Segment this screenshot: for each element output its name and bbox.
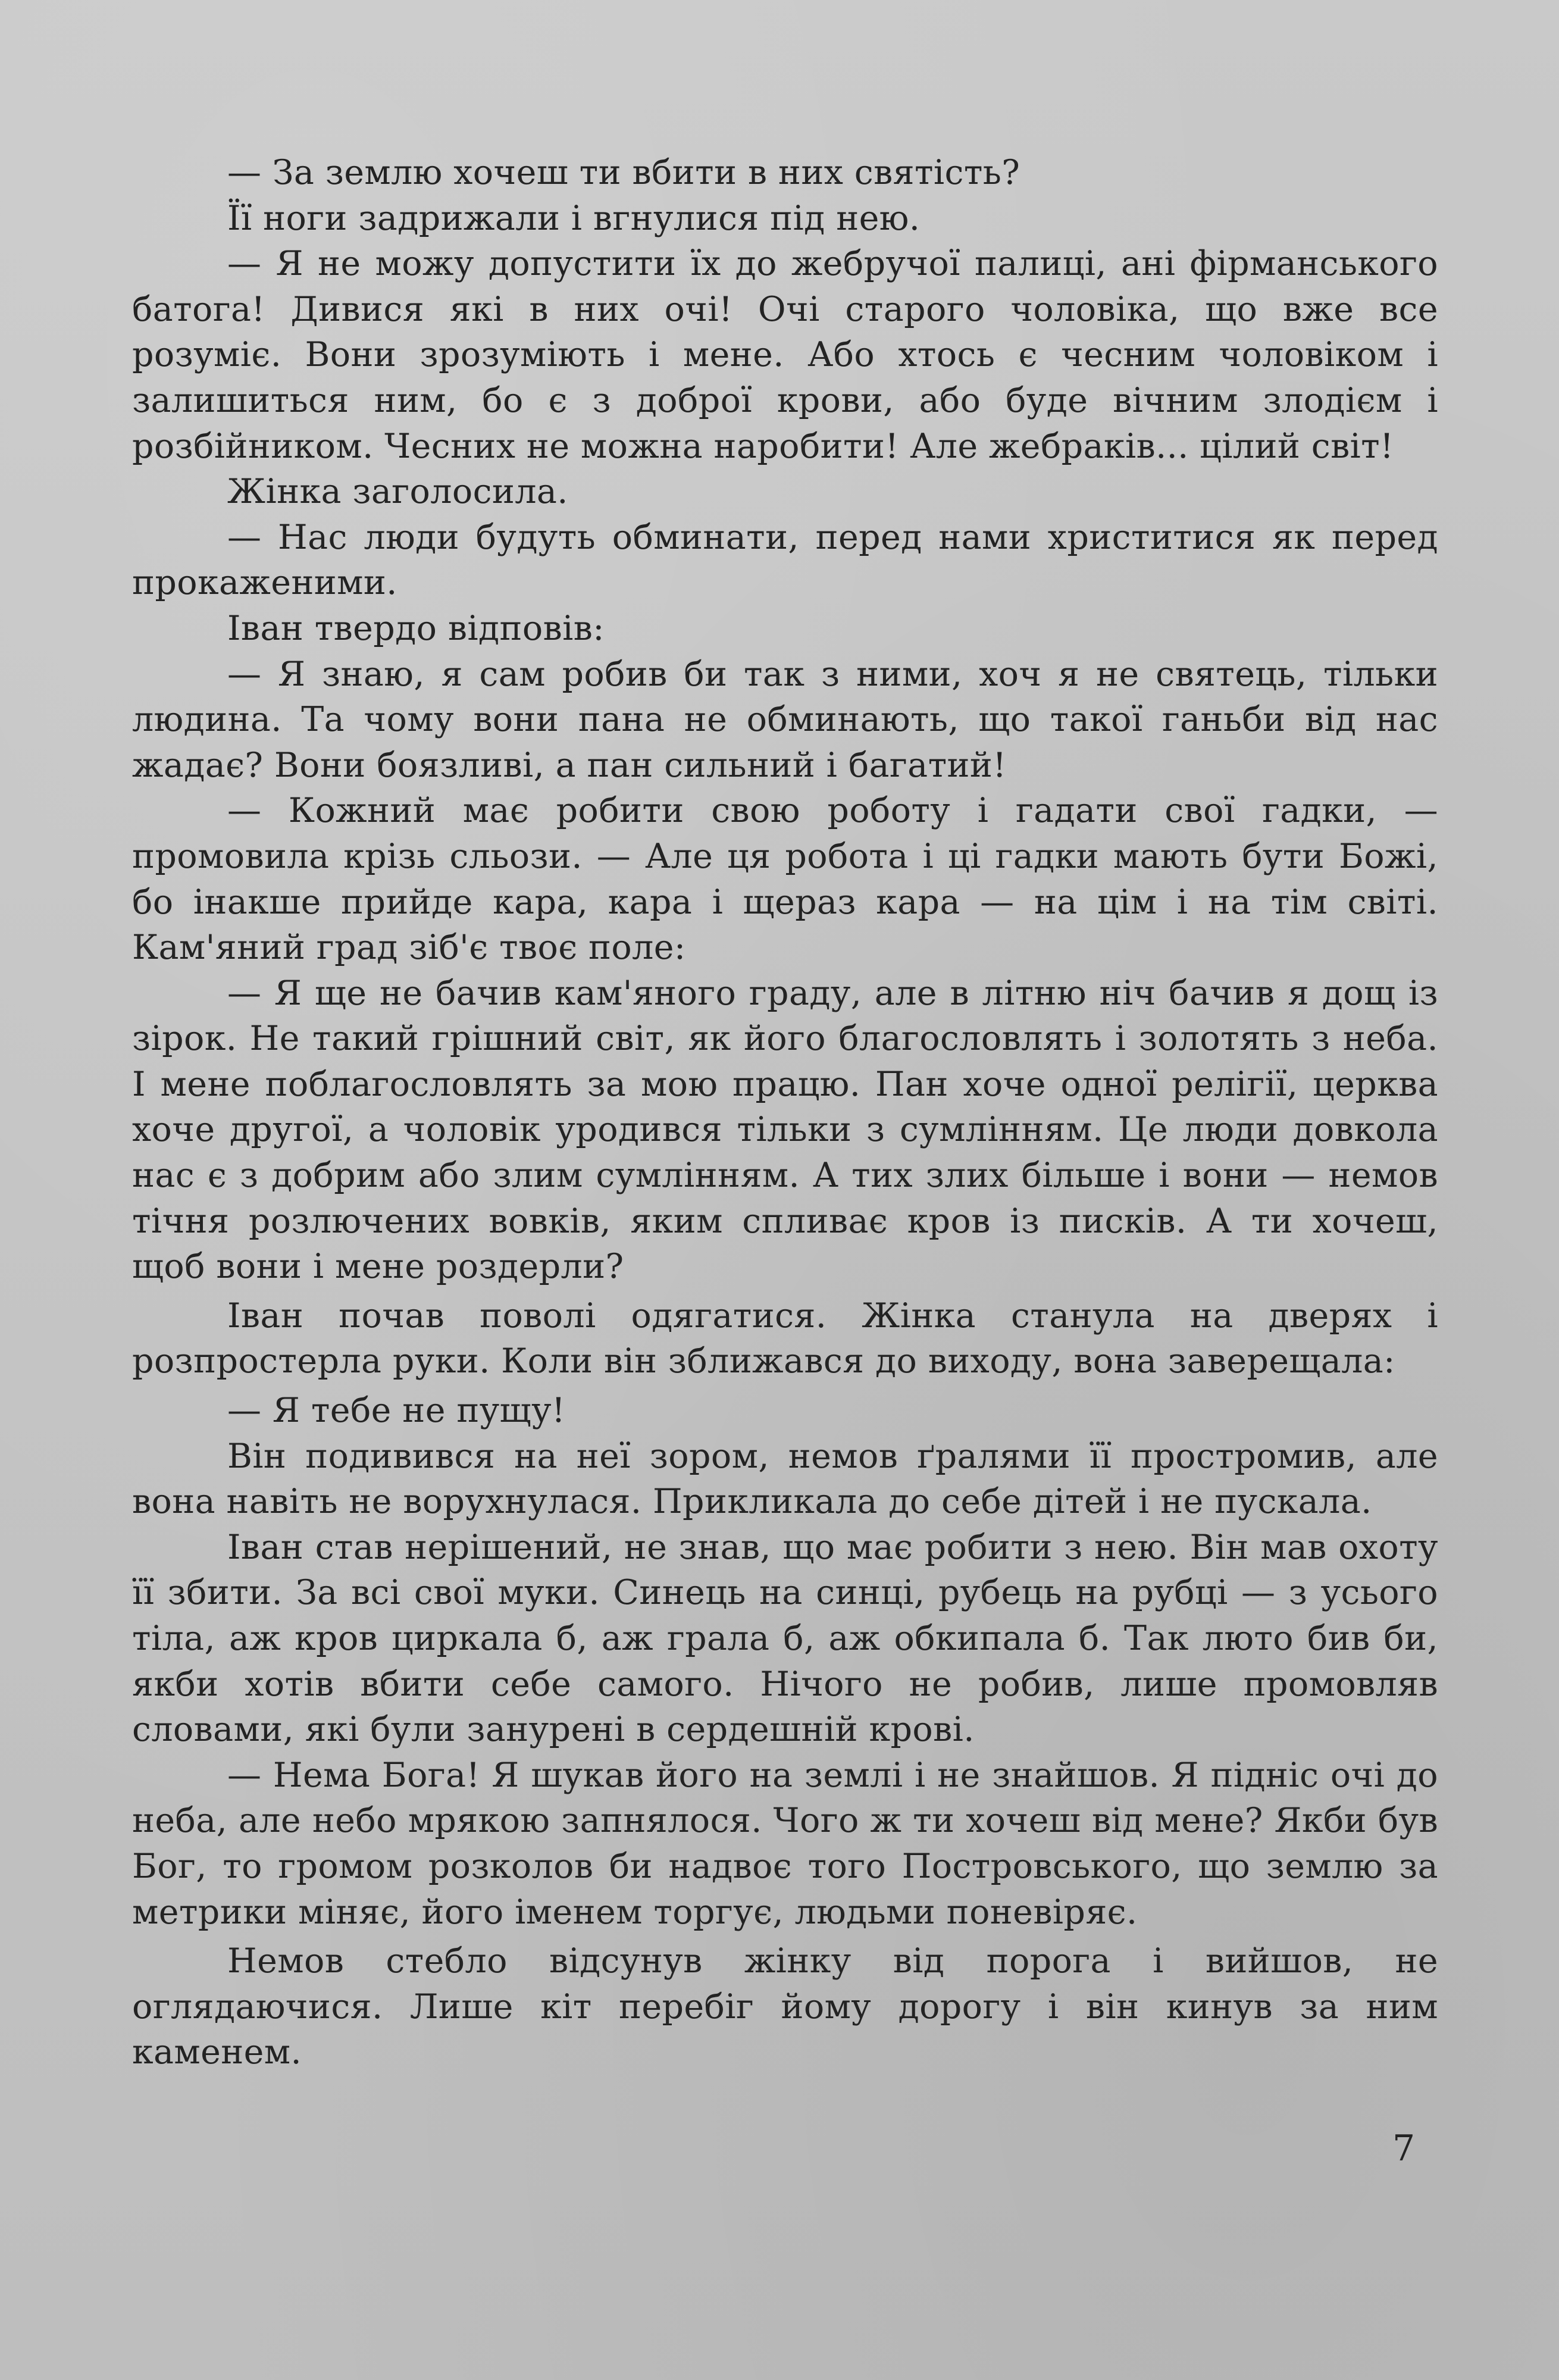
paragraph-9: — Я ще не бачив кам'яного граду, але в літню ніч бачив я дощ із зірок. Не такий грішний світ, як його благословлять і золотять з неба. І мене поблагословлять за мою працю. Пан хоче одної релігії, церква хоче другої, а чоловік уродився тільки з сумлінням. Це люди довкола нас є з добрим або злим сумлінням. А тих злих більше і вони — немов тічня розлючених вовків, яким спливає кров із писків. А ти хочеш, щоб вони і мене роздерли? xyxy=(132,973,1438,1287)
paragraph-4: Жінка заголосила. xyxy=(227,472,568,512)
paragraph-14: — Нема Бога! Я шукав його на землі і не знайшов. Я підніс очі до неба, але небо мрякою запнялося. Чого ж ти хочеш від мене? Якби був Бог, то громом розколов би надвоє того Постровського, що землю за метрики міняє, його іменем торгує, людьми поневіряє. xyxy=(132,1755,1438,1932)
paragraph-11: — Я тебе не пущу! xyxy=(227,1391,566,1431)
paragraph-6: Іван твердо відповів: xyxy=(227,608,605,648)
paragraph-15: Немов стебло відсунув жінку від порога і вийшов, не оглядаючися. Лише кіт перебіг йому дорогу і він кинув за ним каменем. xyxy=(132,1941,1438,2072)
paragraph-10: Іван почав поволі одягатися. Жінка станула на дверях і розпростерла руки. Коли він зближався до виходу, вона заверещала: xyxy=(132,1296,1438,1381)
paragraph-1: — За землю хочеш ти вбити в них святість? xyxy=(227,153,1020,192)
paragraph-8: — Кожний має робити свою роботу і гадати свої гадки, — промовила крізь сльози. — Але ця робота і ці гадки мають бути Божі, бо інакше прийде кара, кара і щераз кара — на цім і на тім світі. Кам'яний град зіб'є твоє поле: xyxy=(132,791,1438,968)
paragraph-13: Іван став нерішений, не знав, що має робити з нею. Він мав охоту її збити. За всі свої муки. Синець на синці, рубець на рубці — з усього тіла, аж кров циркала б, аж грала б, аж обкипала б. Так люто бив би, якби хотів вбити себе самого. Нічого не робив, лише промовляв словами, які були занурені в сердешній крові. xyxy=(132,1527,1438,1750)
body-text xyxy=(132,150,1438,2075)
page-number: 7 xyxy=(1392,2128,1416,2169)
paragraph-12: Він подивився на неї зором, немов ґралями її простромив, але вона навіть не ворухнулася. Прикликала до себе дітей і не пускала. xyxy=(132,1436,1438,1522)
paragraph-3: — Я не можу допустити їх до жебручої палиці, ані фірманського батога! Дивися які в них очі! Очі старого чоловіка, що вже все розуміє. Вони зрозуміють і мене. Або хтось є чесним чоловіком і залишиться ним, бо є з доброї крови, або буде вічним злодієм і розбійником. Чесних не можна наробити! Але жебраків... цілий світ! xyxy=(132,244,1438,466)
paragraph-2: Її ноги задрижали і вгнулися під нею. xyxy=(227,198,921,238)
paragraph-7: — Я знаю, я сам робив би так з ними, хоч я не святець, тільки людина. Та чому вони пана не обминають, що такої ганьби від нас жадає? Вони боязливі, а пан сильний і багатий! xyxy=(132,654,1438,785)
paragraph-5: — Нас люди будуть обминати, перед нами христитися як перед прокаженими. xyxy=(132,517,1438,603)
